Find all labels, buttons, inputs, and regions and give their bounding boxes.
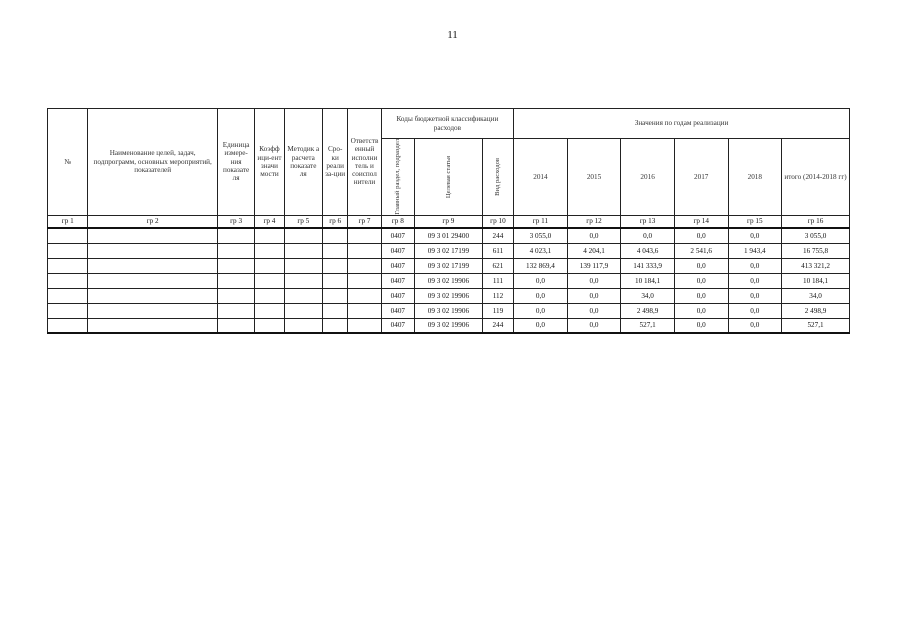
column-number: гр 10 xyxy=(482,215,513,228)
empty-cell xyxy=(217,258,254,273)
empty-cell xyxy=(348,273,381,288)
cell-total: 3 055,0 xyxy=(782,228,850,243)
table-row xyxy=(48,273,850,288)
empty-cell xyxy=(88,258,217,273)
cell-2018: 0,0 xyxy=(728,318,782,333)
cell-total: 2 498,9 xyxy=(782,303,850,318)
cell-expense-type: 112 xyxy=(482,288,513,303)
cell-expense-type: 611 xyxy=(482,243,513,258)
empty-cell xyxy=(48,258,88,273)
column-number: гр 16 xyxy=(782,215,850,228)
cell-section: 0407 xyxy=(381,258,414,273)
column-number: гр 11 xyxy=(514,215,568,228)
cell-2018: 0,0 xyxy=(728,258,782,273)
empty-cell xyxy=(284,303,322,318)
empty-cell xyxy=(255,318,284,333)
empty-cell xyxy=(255,288,284,303)
column-number: гр 13 xyxy=(621,215,675,228)
empty-cell xyxy=(217,243,254,258)
empty-cell xyxy=(348,243,381,258)
cell-2016: 10 184,1 xyxy=(621,273,675,288)
empty-cell xyxy=(217,228,254,243)
cell-2018: 0,0 xyxy=(728,228,782,243)
empty-cell xyxy=(217,273,254,288)
cell-expense-type: 119 xyxy=(482,303,513,318)
cell-2015: 0,0 xyxy=(567,273,621,288)
column-number: гр 8 xyxy=(381,215,414,228)
table-body xyxy=(48,228,850,333)
column-number: гр 4 xyxy=(255,215,284,228)
header-year-total: итого (2014-2018 гг) xyxy=(782,139,850,216)
empty-cell xyxy=(323,318,348,333)
empty-cell xyxy=(88,288,217,303)
cell-expense-type: 111 xyxy=(482,273,513,288)
table-row xyxy=(48,243,850,258)
cell-2018: 0,0 xyxy=(728,288,782,303)
header-coefficient: Коэфф ици-ент значи мости xyxy=(255,109,284,216)
table-row xyxy=(48,288,850,303)
header-year-2018: 2018 xyxy=(728,139,782,216)
header-year-2017: 2017 xyxy=(674,139,728,216)
cell-2018: 1 943,4 xyxy=(728,243,782,258)
column-number: гр 7 xyxy=(348,215,381,228)
cell-2017: 2 541,6 xyxy=(674,243,728,258)
empty-cell xyxy=(48,303,88,318)
empty-cell xyxy=(88,303,217,318)
empty-cell xyxy=(255,273,284,288)
cell-2017: 0,0 xyxy=(674,288,728,303)
cell-2015: 0,0 xyxy=(567,303,621,318)
table-row xyxy=(48,228,850,243)
empty-cell xyxy=(284,288,322,303)
cell-expense-type: 244 xyxy=(482,318,513,333)
empty-cell xyxy=(348,258,381,273)
empty-cell xyxy=(88,318,217,333)
empty-cell xyxy=(323,303,348,318)
empty-cell xyxy=(255,258,284,273)
cell-2017: 0,0 xyxy=(674,258,728,273)
cell-article: 09 3 01 29400 xyxy=(415,228,483,243)
cell-article: 09 3 02 19906 xyxy=(415,288,483,303)
cell-total: 527,1 xyxy=(782,318,850,333)
header-year-2016: 2016 xyxy=(621,139,675,216)
column-number: гр 15 xyxy=(728,215,782,228)
column-number: гр 5 xyxy=(284,215,322,228)
cell-2016: 141 333,9 xyxy=(621,258,675,273)
header-no: № xyxy=(48,109,88,216)
empty-cell xyxy=(323,288,348,303)
budget-table xyxy=(47,108,850,334)
empty-cell xyxy=(348,228,381,243)
cell-2017: 0,0 xyxy=(674,273,728,288)
empty-cell xyxy=(348,318,381,333)
cell-section: 0407 xyxy=(381,243,414,258)
header-code-section-label: Главный раздел, подраздел xyxy=(394,139,402,215)
column-number: гр 6 xyxy=(323,215,348,228)
cell-2014: 4 023,1 xyxy=(514,243,568,258)
cell-article: 09 3 02 19906 xyxy=(415,318,483,333)
cell-expense-type: 621 xyxy=(482,258,513,273)
cell-section: 0407 xyxy=(381,228,414,243)
cell-total: 34,0 xyxy=(782,288,850,303)
cell-section: 0407 xyxy=(381,303,414,318)
cell-article: 09 3 02 19906 xyxy=(415,273,483,288)
empty-cell xyxy=(48,288,88,303)
cell-2017: 0,0 xyxy=(674,318,728,333)
column-number: гр 14 xyxy=(674,215,728,228)
cell-2015: 0,0 xyxy=(567,318,621,333)
header-values-by-year: Значения по годам реализации xyxy=(514,109,850,139)
cell-2017: 0,0 xyxy=(674,228,728,243)
empty-cell xyxy=(88,228,217,243)
empty-cell xyxy=(323,273,348,288)
table-row xyxy=(48,303,850,318)
cell-expense-type: 244 xyxy=(482,228,513,243)
cell-total: 10 184,1 xyxy=(782,273,850,288)
table-row xyxy=(48,318,850,333)
cell-2015: 0,0 xyxy=(567,228,621,243)
empty-cell xyxy=(284,273,322,288)
cell-2016: 0,0 xyxy=(621,228,675,243)
header-year-2015: 2015 xyxy=(567,139,621,216)
cell-2014: 3 055,0 xyxy=(514,228,568,243)
empty-cell xyxy=(48,273,88,288)
cell-2017: 0,0 xyxy=(674,303,728,318)
column-number-row xyxy=(48,215,850,228)
empty-cell xyxy=(88,243,217,258)
header-code-type xyxy=(482,139,513,216)
header-term: Сро-ки реали за-ции xyxy=(323,109,348,216)
cell-2014: 0,0 xyxy=(514,318,568,333)
cell-2016: 527,1 xyxy=(621,318,675,333)
cell-total: 413 321,2 xyxy=(782,258,850,273)
empty-cell xyxy=(217,288,254,303)
cell-2015: 4 204,1 xyxy=(567,243,621,258)
empty-cell xyxy=(348,288,381,303)
cell-2016: 34,0 xyxy=(621,288,675,303)
empty-cell xyxy=(323,258,348,273)
empty-cell xyxy=(323,228,348,243)
header-year-2014: 2014 xyxy=(514,139,568,216)
empty-cell xyxy=(48,318,88,333)
header-code-article xyxy=(415,139,483,216)
page-number: 11 xyxy=(447,29,458,41)
empty-cell xyxy=(255,228,284,243)
empty-cell xyxy=(284,243,322,258)
cell-2014: 0,0 xyxy=(514,273,568,288)
cell-2015: 139 117,9 xyxy=(567,258,621,273)
column-number: гр 12 xyxy=(567,215,621,228)
empty-cell xyxy=(284,258,322,273)
empty-cell xyxy=(217,303,254,318)
empty-cell xyxy=(217,318,254,333)
cell-2016: 2 498,9 xyxy=(621,303,675,318)
empty-cell xyxy=(323,243,348,258)
cell-2015: 0,0 xyxy=(567,288,621,303)
header-name: Наименование целей, задач, подпрограмм, основных мероприятий, показателей xyxy=(88,109,217,216)
empty-cell xyxy=(255,303,284,318)
empty-cell xyxy=(284,228,322,243)
cell-2018: 0,0 xyxy=(728,303,782,318)
header-code-type-label: Вид расходов xyxy=(494,157,502,196)
column-number: гр 3 xyxy=(217,215,254,228)
empty-cell xyxy=(284,318,322,333)
header-unit: Единица измере-ния показате ля xyxy=(217,109,254,216)
cell-section: 0407 xyxy=(381,288,414,303)
cell-2016: 4 043,6 xyxy=(621,243,675,258)
cell-article: 09 3 02 19906 xyxy=(415,303,483,318)
cell-2014: 132 869,4 xyxy=(514,258,568,273)
header-row-top xyxy=(48,109,850,139)
cell-2014: 0,0 xyxy=(514,288,568,303)
column-number: гр 9 xyxy=(415,215,483,228)
header-code-section xyxy=(381,139,414,216)
empty-cell xyxy=(48,228,88,243)
cell-total: 16 755,8 xyxy=(782,243,850,258)
header-budget-codes: Коды бюджетной классификации расходов xyxy=(381,109,513,139)
empty-cell xyxy=(88,273,217,288)
empty-cell xyxy=(255,243,284,258)
header-responsible: Ответств енный исполни тель и соиспол нители xyxy=(348,109,381,216)
cell-2014: 0,0 xyxy=(514,303,568,318)
cell-article: 09 3 02 17199 xyxy=(415,258,483,273)
header-method: Методик а расчета показате ля xyxy=(284,109,322,216)
table-row xyxy=(48,258,850,273)
column-number: гр 1 xyxy=(48,215,88,228)
cell-article: 09 3 02 17199 xyxy=(415,243,483,258)
header-code-article-label: Целевая статья xyxy=(444,155,452,198)
column-number: гр 2 xyxy=(88,215,217,228)
empty-cell xyxy=(48,243,88,258)
cell-2018: 0,0 xyxy=(728,273,782,288)
cell-section: 0407 xyxy=(381,273,414,288)
cell-section: 0407 xyxy=(381,318,414,333)
empty-cell xyxy=(348,303,381,318)
